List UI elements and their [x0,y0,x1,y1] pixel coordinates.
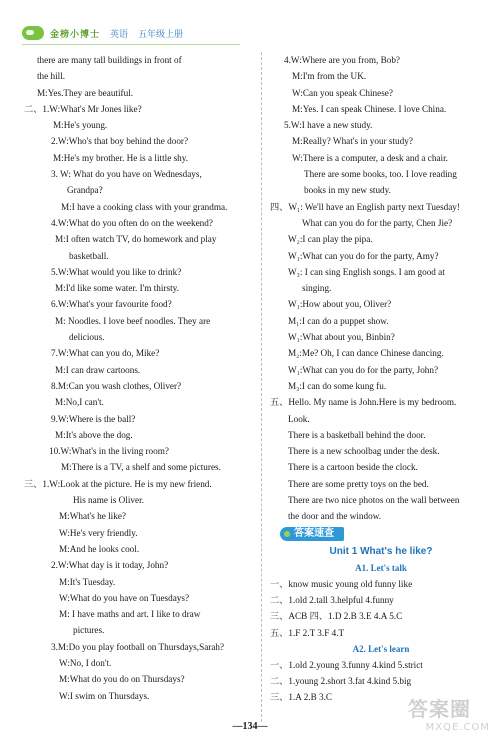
section-heading-4: 四、W₁: We'll have an English party next Tuesday! [270,201,460,212]
text-line: There is a cartoon beside the clock. [288,462,418,473]
text-line: 2.W:Who's that boy behind the door? [51,136,189,147]
text-line: Look. [288,413,310,424]
answer-banner-row [270,525,492,543]
answer-line: 二、1.old 2.tall 3.helpful 4.funny [270,594,394,605]
text-line: singing. [302,283,332,294]
text-line: M:And he looks cool. [59,543,140,554]
text-line: M:No,I can't. [55,397,104,408]
text-line: M: I have maths and art. I like to draw [59,609,201,620]
book-logo-icon [22,26,44,40]
section-title-a2: A2. Let's learn [352,643,410,654]
text-line: 3.M:Do you play football on Thursdays,Sarah? [51,641,225,652]
text-line: M:He's young. [53,120,108,131]
watermark [408,696,496,741]
watermark-title: 答案圈 [408,697,471,721]
text-line: books in my new study. [304,185,391,196]
unit-title: Unit 1 What's he like? [329,545,433,557]
text-line: W:No, I don't. [59,657,112,668]
text-line: 2.W:What day is it today, John? [51,560,169,571]
text-line: 7.W:What can you do, Mike? [51,348,160,359]
text-line: M:I'm from the UK. [292,71,367,82]
text-line: M₂:Me? Oh, I can dance Chinese dancing. [288,348,444,359]
subject-label: 英语 [110,28,129,39]
text-line: There are some books, too. I love reading [304,169,457,180]
answer-line: 一、1.old 2.young 3.funny 4.kind 5.strict [270,659,423,670]
section-heading-2: 二、1.W:What's Mr Jones like? [24,103,142,114]
text-line: M:There is a TV, a shelf and some pictures. [61,462,221,473]
text-line: 10.W:What's in the living room? [49,446,169,457]
text-line: Grandpa? [67,185,103,196]
header-rule [22,44,240,45]
text-line: W:Can you speak Chinese? [292,87,393,98]
text-line: 4.W:What do you often do on the weekend? [51,217,213,228]
text-line: the door and the window. [288,511,382,522]
text-line: M:Yes. I can speak Chinese. I love China. [292,103,447,114]
text-line: M:I have a cooking class with your grandma. [61,201,228,212]
text-line: W₃: I can sing English songs. I am good at [288,266,445,277]
text-line: M₃:I can do some kung fu. [288,380,387,391]
text-line: There is a basketball behind the door. [288,429,426,440]
text-line: M:Yes.They are beautiful. [37,87,134,98]
text-line: 4.W:Where are you from, Bob? [284,55,400,65]
text-line: basketball. [69,250,109,261]
text-line: 6.W:What's your favourite food? [51,299,172,310]
text-line: There is a new schoolbag under the desk. [288,446,440,457]
text-line: M:I'd like some water. I'm thirsty. [55,283,179,294]
watermark-url: MXQE.COM [425,722,490,733]
text-line: M:It's above the dog. [55,429,133,440]
brand-name: 金榜小博士 [50,28,101,39]
page-number: —134— [232,721,268,732]
text-line: 5.W:I have a new study. [284,120,373,131]
text-line: What can you do for the party, Chen Jie? [302,217,453,228]
text-line: W₁:How about you, Oliver? [288,299,392,310]
text-line: 9.W:Where is the ball? [51,413,136,424]
text-line: M:I can draw cartoons. [55,364,141,375]
text-line: M:It's Tuesday. [59,576,116,587]
answer-line: 二、1.young 2.short 3.fat 4.kind 5.big [270,676,412,687]
right-column [270,52,492,706]
answer-key-banner: 答案速查 [280,527,344,541]
text-line: W:He's very friendly. [59,527,138,538]
section-heading-5: 五、Hello. My name is John.Here is my bedroom. [270,397,457,408]
text-line: W₂:I can play the pipa. [288,234,373,245]
answer-line: 五、1.F 2.T 3.F 4.T [270,627,345,638]
text-line: M:Really? What's in your study? [292,136,413,147]
section-title-a1: A1. Let's talk [355,562,407,573]
column-divider [261,52,262,722]
text-line: His name is Oliver. [73,495,144,506]
text-line: There are two nice photos on the wall between [288,495,460,506]
text-line: W:I swim on Thursdays. [59,690,150,701]
text-line: pictures. [73,625,105,636]
text-line: W₁:What can you do for the party, John? [288,364,439,375]
text-line: delicious. [69,332,105,343]
text-line: 5.W:What would you like to drink? [51,266,182,277]
text-line: W:There is a computer, a desk and a chair. [292,152,448,163]
answer-line: 三、1.A 2.B 3.C [270,692,333,703]
page-header [22,24,193,42]
text-line: W:What do you have on Tuesdays? [59,592,190,603]
text-line: 3. W: What do you have on Wednesdays, [51,169,202,180]
text-line: W₁:What about you, Binbin? [288,332,395,343]
section-heading-3: 三、1.W:Look at the picture. He is my new friend. [24,478,212,489]
text-line: there are many tall buildings in front of [37,55,182,65]
answer-line: 一、know music young old funny like [270,578,413,589]
text-line: 8.M:Can you wash clothes, Oliver? [51,380,182,391]
text-line: There are some pretty toys on the bed. [288,478,429,489]
grade-label: 五年级上册 [138,28,184,39]
text-line: W₁:What can you do for the party, Amy? [288,250,439,261]
answer-line: 三、ACB 四、1.D 2.B 3.E 4.A 5.C [270,611,403,622]
text-line: M:What's he like? [59,511,126,522]
text-line: the hill. [37,71,66,82]
text-line: M:He's my brother. He is a little shy. [53,152,189,163]
left-column [24,52,255,704]
text-line: M: Noodles. I love beef noodles. They are [55,315,211,326]
text-line: M₁:I can do a puppet show. [288,315,389,326]
text-line: M:I often watch TV, do homework and play [55,234,217,245]
text-line: M:What do you do on Thursdays? [59,674,185,685]
